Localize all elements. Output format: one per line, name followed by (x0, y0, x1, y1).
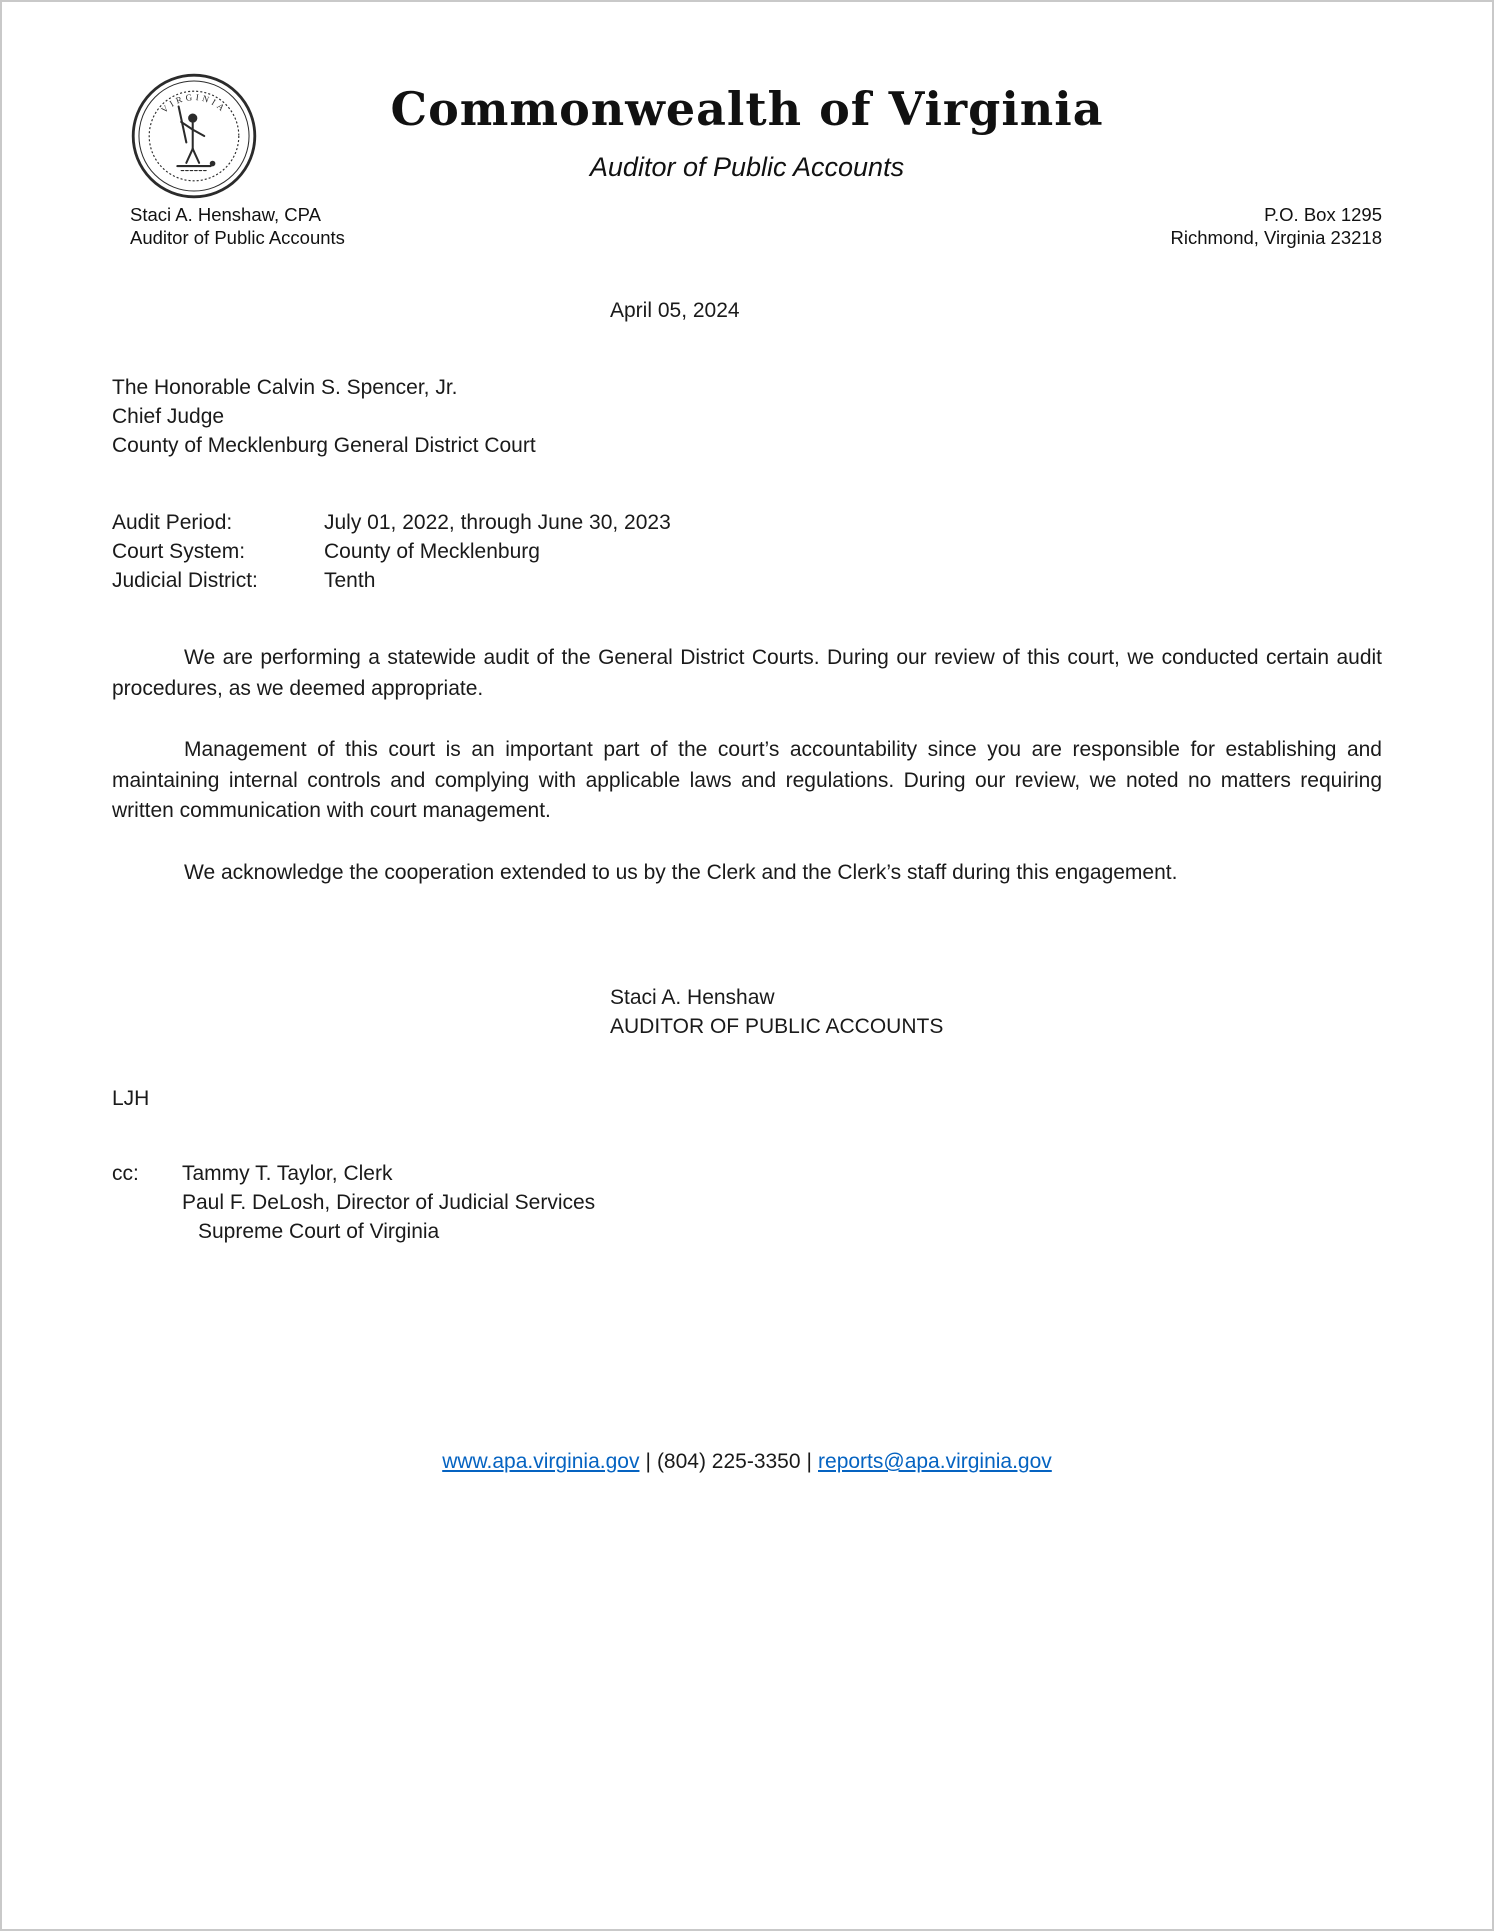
court-system-value: County of Mecklenburg (324, 540, 540, 563)
recipient-court: County of Mecklenburg General District Court (112, 434, 536, 457)
website-link[interactable]: www.apa.virginia.gov (442, 1450, 640, 1473)
address-block (1170, 203, 1382, 249)
judicial-district-value: Tenth (324, 569, 376, 592)
cc-line-1: Tammy T. Taylor, Clerk (182, 1162, 393, 1185)
org-title: Commonwealth of Virginia (390, 82, 1104, 136)
paragraph-3: We acknowledge the cooperation extended to us by the Clerk and the Clerk’s staff during this engagement. (184, 860, 1178, 884)
org-subtitle: Auditor of Public Accounts (589, 152, 905, 182)
judicial-district-label: Judicial District: (112, 569, 258, 592)
signature-title: AUDITOR OF PUBLIC ACCOUNTS (610, 1015, 944, 1038)
court-system-row (112, 537, 1382, 566)
virginia-seal-icon (130, 72, 258, 200)
address-line2: Richmond, Virginia 23218 (1170, 227, 1382, 248)
signature-name: Staci A. Henshaw (610, 986, 775, 1009)
cc-lines (182, 1159, 595, 1246)
letter-date: April 05, 2024 (610, 299, 740, 322)
phone-number: (804) 225-3350 (656, 1450, 801, 1473)
address-line1: P.O. Box 1295 (1264, 204, 1382, 225)
letterhead (112, 72, 1382, 249)
email-link[interactable]: reports@apa.virginia.gov (818, 1450, 1052, 1473)
letterhead-contact-row (112, 203, 1382, 249)
footer-separator-2: | (806, 1450, 813, 1473)
audit-period-value: July 01, 2022, through June 30, 2023 (324, 511, 671, 534)
audit-info-block (112, 508, 1382, 595)
official-title: Auditor of Public Accounts (130, 227, 345, 248)
official-block (112, 203, 345, 249)
paragraph-1: We are performing a statewide audit of the General District Courts. During our review of this court, we conducted certain audit procedures, as we deemed appropriate. (112, 646, 1382, 700)
audit-period-label: Audit Period: (112, 511, 233, 534)
page-footer (2, 1450, 1492, 1474)
paragraph-2: Management of this court is an important part of the court’s accountability since you are responsible for establishing and maintaining internal controls and complying with applicable laws and regulations. During our review, we noted no matters requiring written communication with court management. (112, 738, 1382, 822)
recipient-title: Chief Judge (112, 405, 225, 428)
court-system-label: Court System: (112, 540, 246, 563)
cc-block (112, 1159, 1382, 1246)
typist-initials: LJH (112, 1087, 150, 1110)
cc-line-2: Paul F. DeLosh, Director of Judicial Services (182, 1191, 596, 1214)
letter-body (112, 643, 1382, 888)
audit-period-row (112, 508, 1382, 537)
recipient-block (112, 373, 1382, 460)
footer-separator-1: | (645, 1450, 651, 1473)
svg-text:VIRGINIA: VIRGINIA (159, 91, 229, 115)
recipient-name: The Honorable Calvin S. Spencer, Jr. (112, 376, 458, 399)
signature-block (112, 983, 1382, 1041)
cc-line-3: Supreme Court of Virginia (198, 1220, 440, 1243)
judicial-district-row (112, 566, 1382, 595)
cc-label: cc: (112, 1162, 139, 1185)
official-name: Staci A. Henshaw, CPA (130, 204, 321, 225)
